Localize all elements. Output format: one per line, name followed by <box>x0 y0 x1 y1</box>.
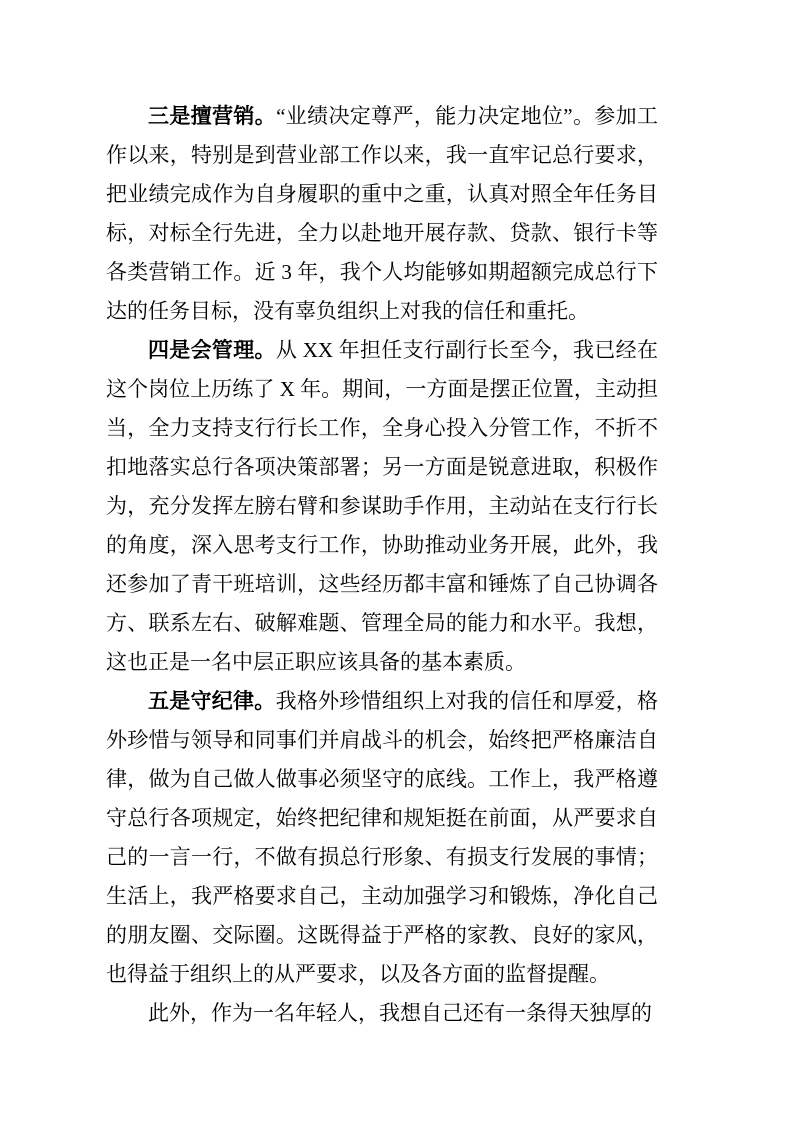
paragraph-lead: 五是守纪律。 <box>148 689 276 713</box>
paragraph <box>106 994 658 1033</box>
paragraph-lead: 三是擅营销。 <box>148 104 277 128</box>
paragraph-text: 此外，作为一名年轻人，我想自己还有一条得天独厚的 <box>148 1001 652 1025</box>
paragraph <box>106 97 658 331</box>
paragraph-text: 我格外珍惜组织上对我的信任和厚爱，格外珍惜与领导和同事们并肩战斗的机会，始终把严格廉洁自律，做为自己做人做事必须坚守的底线。工作上，我严格遵守总行各项规定，始终把纪律和规矩挺在前面，从严要求自己的一言一行，不做有损总行形象、有损支行发展的事情；生活上，我严格要求自己，主动加强学习和锻炼，净化自己的朋友圈、交际圈。这既得益于严格的家教、良好的家风，也得益于组织上的从严要求，以及各方面的监督提醒。 <box>106 689 659 986</box>
document-body <box>106 97 658 1033</box>
paragraph <box>106 682 658 994</box>
paragraph-text: “业绩决定尊严，能力决定地位”。参加工作以来，特别是到营业部工作以来，我一直牢记总行要求，把业绩完成作为自身履职的重中之重，认真对照全年任务目标，对标全行先进，全力以赴地开展存款、贷款、银行卡等各类营销工作。近 3 年，我个人均能够如期超额完成总行下达的任务目标，没有辜负组织上对我的信任和重托。 <box>106 104 659 323</box>
paragraph-text: 从 XX 年担任支行副行长至今，我已经在这个岗位上历练了 X 年。期间，一方面是摆正位置，主动担当，全力支持支行行长工作，全身心投入分管工作，不折不扣地落实总行各项决策部署；另一方面是锐意进取，积极作为，充分发挥左膀右臂和参谋助手作用，主动站在支行行长的角度，深入思考支行工作，协助推动业务开展，此外，我还参加了青干班培训，这些经历都丰富和锤炼了自己协调各方、联系左右、破解难题、管理全局的能力和水平。我想，这也正是一名中层正职应该具备的基本素质。 <box>106 338 658 674</box>
paragraph-lead: 四是会管理。 <box>148 338 276 362</box>
paragraph <box>106 331 658 682</box>
